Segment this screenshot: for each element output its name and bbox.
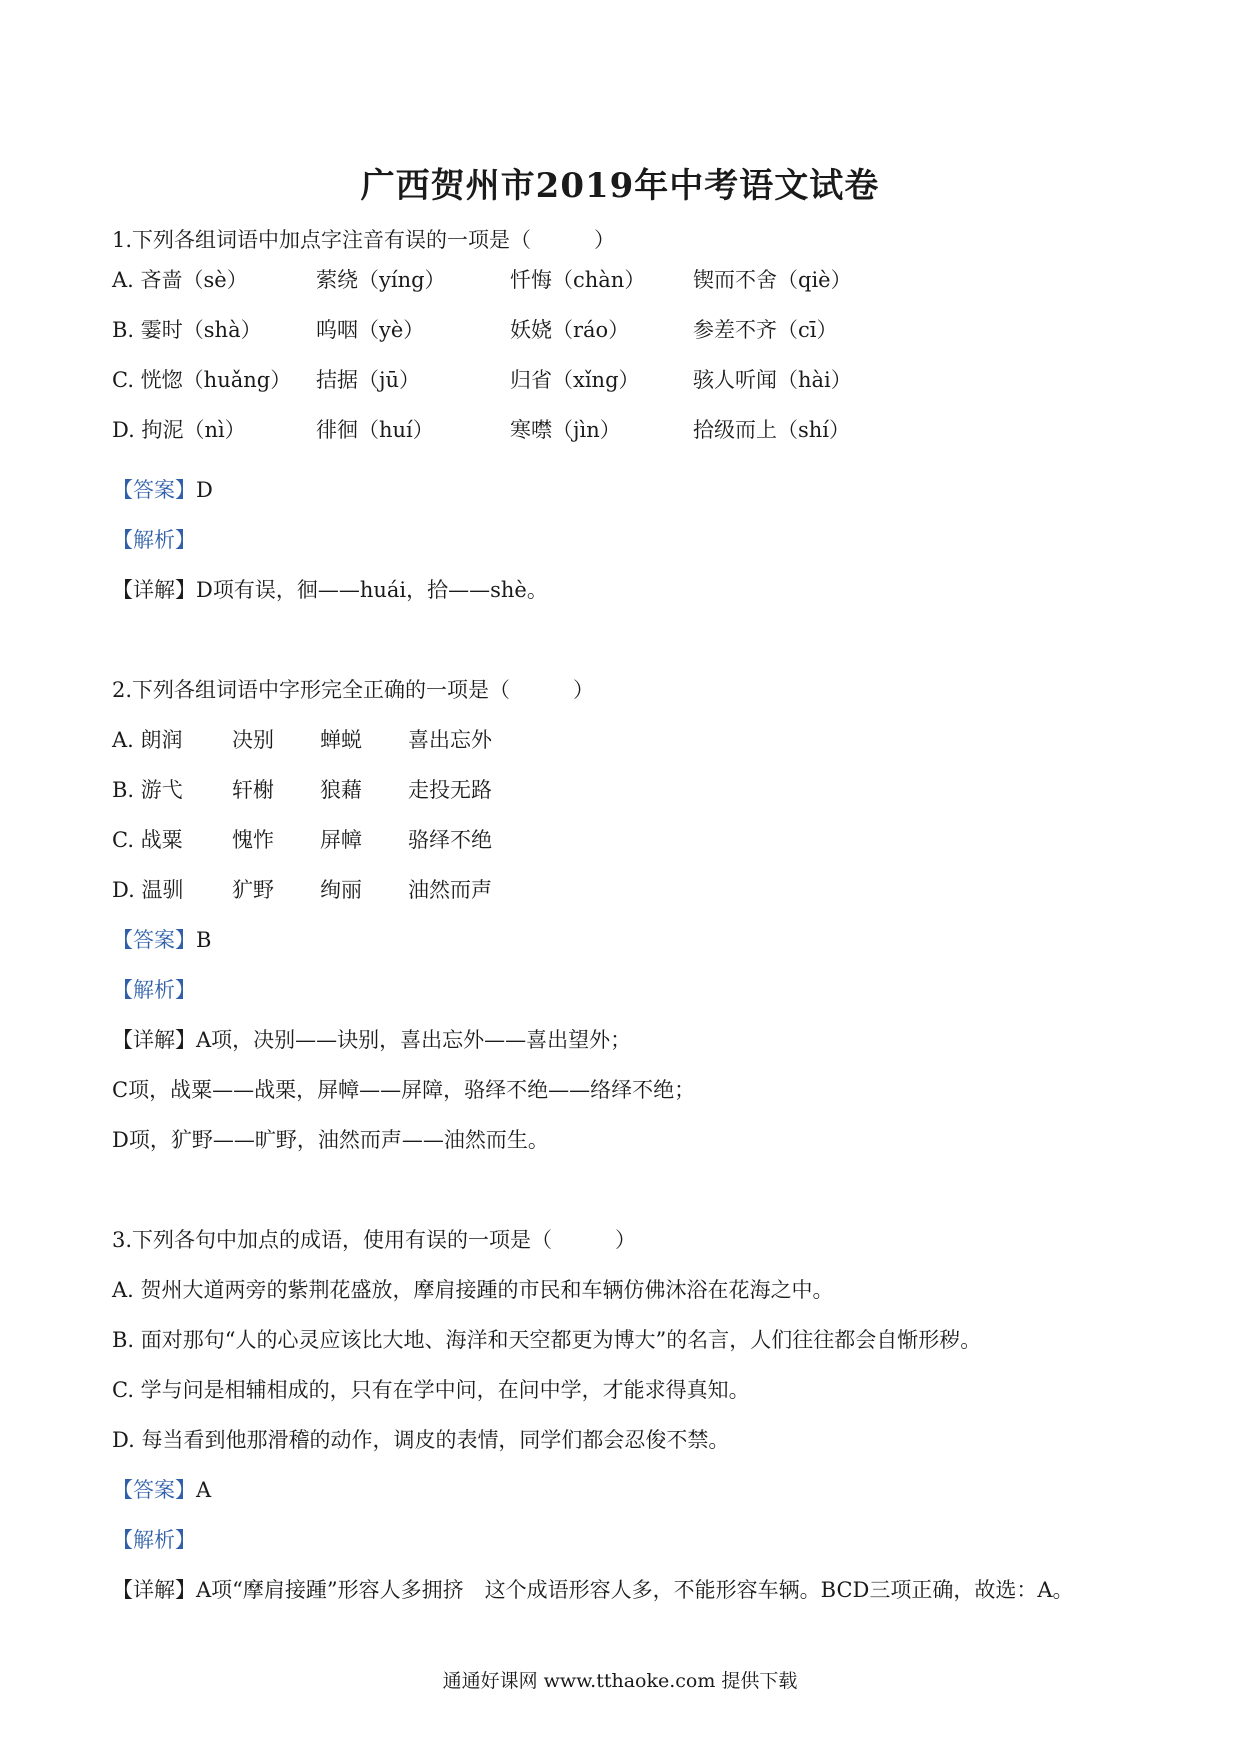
- q2-option: 走投无路: [408, 778, 492, 802]
- q2-detail-line: C项，战粟——战栗，屏幛——屏障，骆绎不绝——络绎不绝；: [112, 1078, 696, 1102]
- q1-option: 归省（xǐng）: [510, 368, 640, 392]
- footer-source: 通通好课网 www.tthaoke.com 提供下载: [442, 1670, 798, 1692]
- q2-option: D. 温驯: [112, 878, 184, 902]
- q3-option: A. 贺州大道两旁的紫荆花盛放，摩肩接踵的市民和车辆仿佛沐浴在花海之中。: [112, 1278, 834, 1302]
- q1-option: 拾级而上（shí）: [693, 418, 851, 442]
- q2-option: B. 游弋: [112, 778, 183, 802]
- q3-option: B. 面对那句“人的心灵应该比大地、海洋和天空都更为博大”的名言，人们往往都会自惭形秽。: [112, 1328, 982, 1352]
- q2-option: 愧怍: [232, 828, 274, 852]
- q1-option: 拮据（jū）: [316, 368, 421, 392]
- q1-option: C. 恍惚（huǎng）: [112, 368, 292, 392]
- answer-value: B: [196, 928, 212, 952]
- q1-option: D. 拘泥（nì）: [112, 418, 246, 442]
- q1-option: 妖娆（ráo）: [510, 318, 630, 342]
- q3-answer: [112, 1476, 211, 1504]
- q1-stem: 1.下列各组词语中加点字注音有误的一项是（ ）: [112, 228, 616, 252]
- q2-option: 蝉蜕: [320, 728, 362, 752]
- q2-analysis-tag: 【解析】: [112, 978, 196, 1002]
- page-title: 广西贺州市2019年中考语文试卷: [360, 166, 880, 206]
- q2-detail-line: D项，犷野——旷野，油然而声——油然而生。: [112, 1128, 549, 1152]
- q1-detail: 【详解】D项有误，徊——huái，拾——shè。: [112, 578, 548, 602]
- q3-option: C. 学与问是相辅相成的，只有在学中问，在问中学，才能求得真知。: [112, 1378, 750, 1402]
- q1-option: 徘徊（huí）: [316, 418, 434, 442]
- q1-answer: [112, 476, 213, 504]
- q2-option: 决别: [232, 728, 274, 752]
- q2-option: 狼藉: [320, 778, 362, 802]
- q1-option: 萦绕（yíng）: [316, 268, 446, 292]
- q1-option: A. 吝啬（sè）: [112, 268, 248, 292]
- q2-answer: [112, 926, 211, 954]
- q2-option: 喜出忘外: [408, 728, 492, 752]
- q1-option: 锲而不舍（qiè）: [693, 268, 852, 292]
- answer-value: D: [196, 478, 213, 502]
- q1-option: 骇人听闻（hài）: [693, 368, 852, 392]
- q2-stem: 2.下列各组词语中字形完全正确的一项是（ ）: [112, 678, 595, 702]
- answer-tag: 【答案】: [112, 478, 196, 502]
- q3-analysis-tag: 【解析】: [112, 1528, 196, 1552]
- answer-value: A: [196, 1478, 212, 1502]
- q1-option: 参差不齐（cī）: [693, 318, 838, 342]
- answer-tag: 【答案】: [112, 1478, 196, 1502]
- answer-tag: 【答案】: [112, 928, 196, 952]
- q1-option: 忏悔（chàn）: [510, 268, 646, 292]
- q3-option: D. 每当看到他那滑稽的动作，调皮的表情，同学们都会忍俊不禁。: [112, 1428, 730, 1452]
- q2-option: 绚丽: [320, 878, 362, 902]
- q1-option: B. 霎时（shà）: [112, 318, 262, 342]
- q2-detail-line: 【详解】A项，决别——诀别，喜出忘外——喜出望外；: [112, 1028, 632, 1052]
- q3-detail: 【详解】A项“摩肩接踵”形容人多拥挤 这个成语形容人多，不能形容车辆。BCD三项正确，故选：A。: [112, 1578, 1074, 1602]
- q2-option: 油然而声: [408, 878, 492, 902]
- q2-option: A. 朗润: [112, 728, 183, 752]
- q1-option: 呜咽（yè）: [316, 318, 425, 342]
- q2-option: 轩榭: [232, 778, 274, 802]
- q1-option: 寒噤（jìn）: [510, 418, 621, 442]
- q2-option: 骆绎不绝: [408, 828, 492, 852]
- q2-option: 犷野: [232, 878, 274, 902]
- q2-option: 屏幛: [320, 828, 362, 852]
- q3-stem: 3.下列各句中加点的成语，使用有误的一项是（ ）: [112, 1228, 637, 1252]
- q2-option: C. 战粟: [112, 828, 183, 852]
- q1-analysis-tag: 【解析】: [112, 528, 196, 552]
